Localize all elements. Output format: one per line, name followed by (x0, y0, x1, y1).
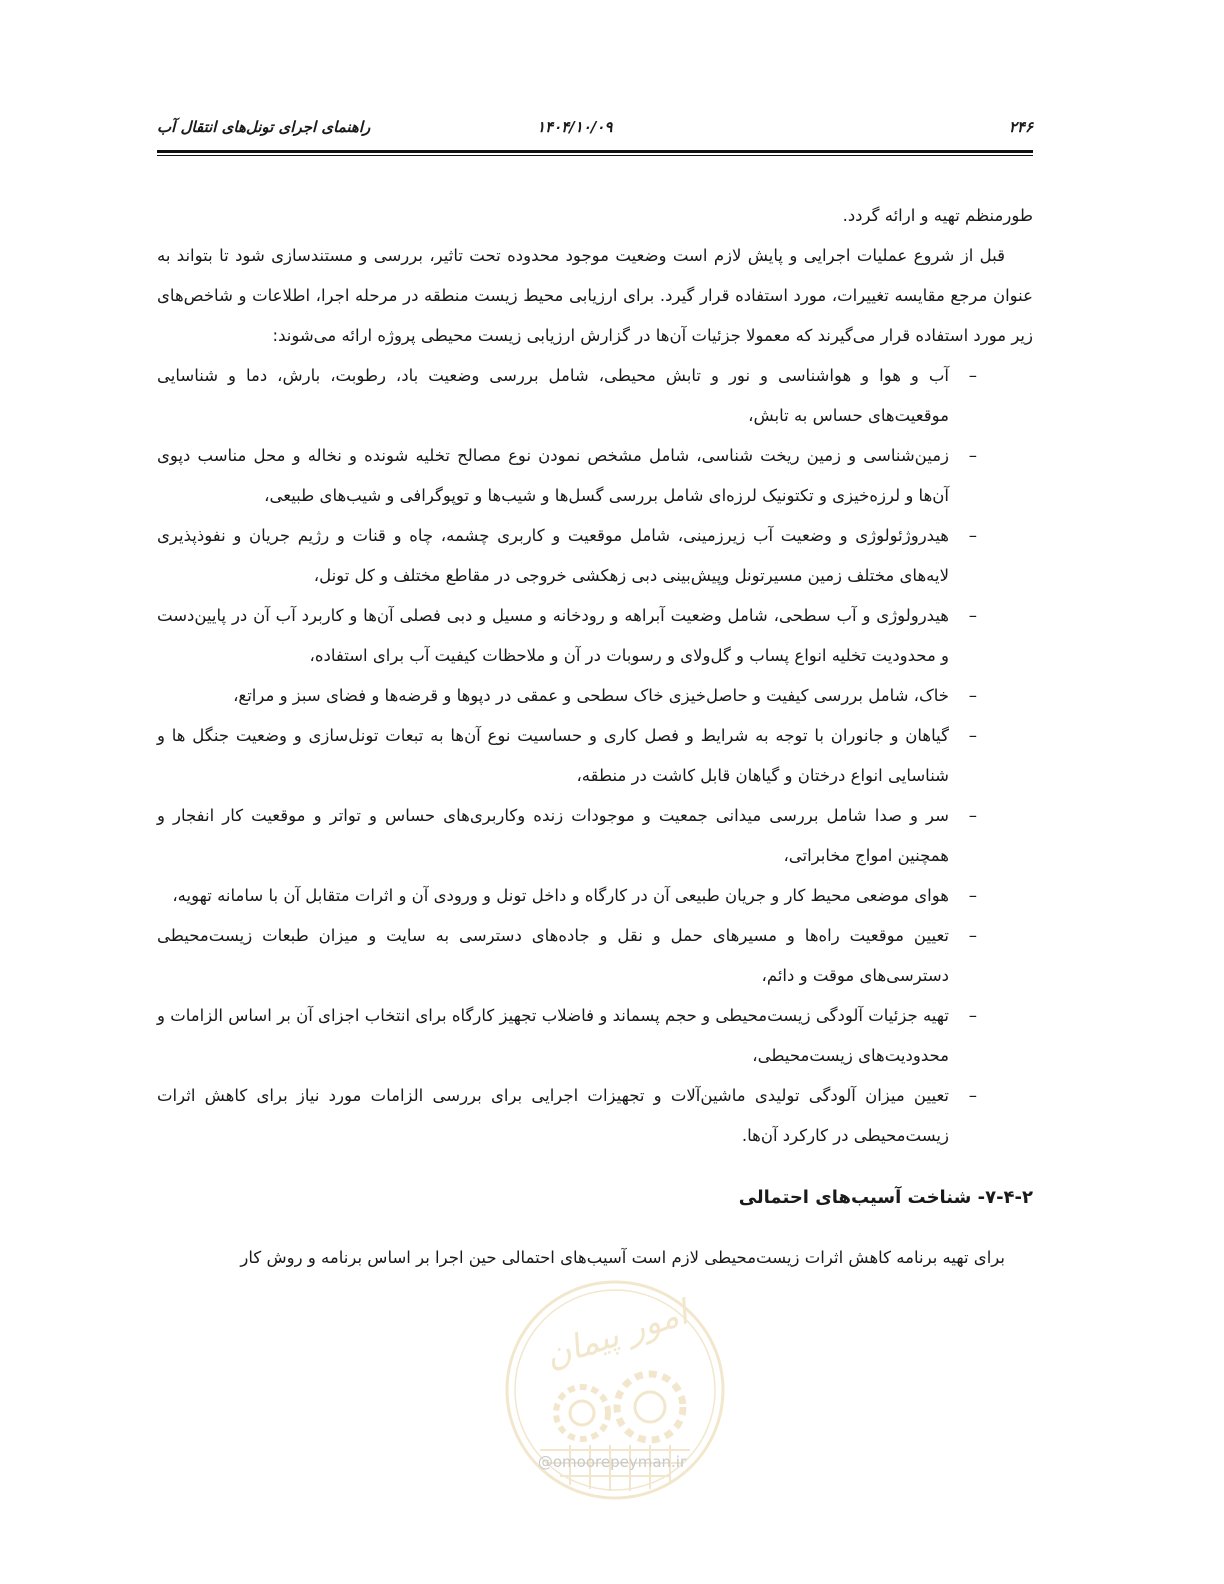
list-item (157, 356, 1033, 436)
list-item-text: گیاهان و جانوران با توجه به شرایط و فصل کاری و حساسیت نوع آن‌ها به تبعات تونل‌سازی و وضعیت جنگل ها و شناسایی انواع درختان و گیاهان قابل کاشت در منطقه، (157, 726, 949, 785)
list-item (157, 1076, 1033, 1156)
dash-bullet: – (968, 686, 977, 705)
watermark-url (512, 1453, 712, 1471)
list-item-text: هیدروژئولوژی و وضعیت آب زیرزمینی، شامل موقعیت و کاربری چشمه، چاه و قنات و رژیم جریان و نفوذپذیری لایه‌های مختلف زمین مسیرتونل وپیش‌بینی دبی زهکشی خروجی در مقاطع مختلف و کل تونل، (157, 526, 949, 585)
continuation-line: طورمنظم تهیه و ارائه گردد. (842, 206, 1033, 225)
list-item-text: زمین‌شناسی و زمین ریخت شناسی، شامل مشخص نمودن نوع مصالح تخلیه شونده و نخاله و محل مناسب دپوی آن‌ها و لرزه‌خیزی و تکتونیک لرزه‌ای شامل بررسی گسل‌ها و شیب‌ها و توپوگرافی و شیب‌های طبیعی، (157, 446, 949, 505)
section-title: - شناخت آسیب‌های احتمالی (738, 1187, 986, 1208)
list-item-text: آب و هوا و هواشناسی و نور و تابش محیطی، شامل بررسی وضعیت باد، رطوبت، بارش، دما و شناسایی موقعیت‌های حساس به تابش، (157, 366, 949, 425)
watermark-url-text: omoorepeyman.ir (552, 1453, 687, 1471)
watermark-logo-text: امور پیمان (540, 1292, 693, 1377)
dash-bullet: – (968, 446, 977, 465)
final-paragraph: برای تهیه برنامه کاهش اثرات زیست‌محیطی لازم است آسیب‌های احتمالی حین اجرا بر اساس برنامه و روش کار (240, 1248, 1005, 1267)
list-item-text: هوای موضعی محیط کار و جریان طبیعی آن در کارگاه و داخل تونل و ورودی آن و اثرات متقابل آن با سامانه تهویه، (172, 886, 949, 905)
list-item (157, 716, 1033, 796)
list-item-text: تعیین موقعیت راه‌ها و مسیرهای حمل و نقل و جاده‌های دسترسی به سایت و میزان طبعات زیست‌محیطی دسترسی‌های موقت و دائم، (157, 926, 949, 985)
dash-bullet: – (968, 886, 977, 905)
indicator-list (157, 356, 1033, 1156)
dash-bullet: – (968, 366, 977, 385)
header-date: ۱۴۰۴/۱۰/۰۹ (537, 118, 613, 136)
list-item-text: خاک، شامل بررسی کیفیت و حاصل‌خیزی خاک سطحی و عمقی در دپوها و قرضه‌ها و فضای سبز و مراتع، (233, 686, 949, 705)
list-item-text: سر و صدا شامل بررسی میدانی جمعیت و موجودات زنده وکاربری‌های حساس و تواتر و موقعیت کار انفجار و همچنین امواج مخابراتی، (157, 806, 949, 865)
dash-bullet: – (968, 526, 977, 545)
at-icon: @ (537, 1453, 553, 1471)
page-body (157, 196, 1033, 1278)
dash-bullet: – (968, 1086, 977, 1105)
intro-paragraph: قبل از شروع عملیات اجرایی و پایش لازم است وضعیت موجود محدوده تحت تاثیر، بررسی و مستندسازی شود تا بتواند به عنوان مرجع مقایسه تغییرات، مورد استفاده قرار گیرد. برای ارزیابی محیط زیست منطقه در مرحله اجرا، اطلاعات و شاخص‌های زیر مورد استفاده قرار می‌گیرند که معمولا جزئیات آن‌ها در گزارش ارزیابی زیست محیطی پروژه ارائه می‌شوند: (157, 246, 1033, 345)
dash-bullet: – (968, 806, 977, 825)
list-item-text: تعیین میزان آلودگی تولیدی ماشین‌آلات و تجهیزات اجرایی برای بررسی الزامات مورد نیاز برای کاهش اثرات زیست‌محیطی در کارکرد آن‌ها. (157, 1086, 949, 1145)
header-rule-thin (157, 155, 1033, 156)
section-heading (157, 1178, 1033, 1218)
header-rule-thick (157, 150, 1033, 153)
page-number: ۲۴۶ (1008, 118, 1033, 136)
section-number: ۷-۴-۲ (985, 1187, 1033, 1208)
dash-bullet: – (968, 926, 977, 945)
list-item-text: تهیه جزئیات آلودگی زیست‌محیطی و حجم پسماند و فاضلاب تجهیز کارگاه برای انتخاب اجزای آن بر اساس الزامات و محدودیت‌های زیست‌محیطی، (157, 1006, 949, 1065)
list-item (157, 676, 1033, 716)
dash-bullet: – (968, 606, 977, 625)
dash-bullet: – (968, 726, 977, 745)
list-item (157, 916, 1033, 996)
list-item (157, 996, 1033, 1076)
list-item-text: هیدرولوژی و آب سطحی، شامل وضعیت آبراهه و رودخانه و مسیل و دبی فصلی آن‌ها و کاربرد آب آن در پایین‌دست و محدودیت تخلیه انواع پساب و گل‌ولای و رسوبات در آن و ملاحظات کیفیت آب برای استفاده، (157, 606, 949, 665)
dash-bullet: – (968, 1006, 977, 1025)
list-item (157, 436, 1033, 516)
book-title: راهنمای اجرای تونل‌های انتقال آب (157, 118, 371, 136)
list-item (157, 516, 1033, 596)
list-item (157, 876, 1033, 916)
page-header (157, 118, 1033, 140)
list-item (157, 596, 1033, 676)
list-item (157, 796, 1033, 876)
